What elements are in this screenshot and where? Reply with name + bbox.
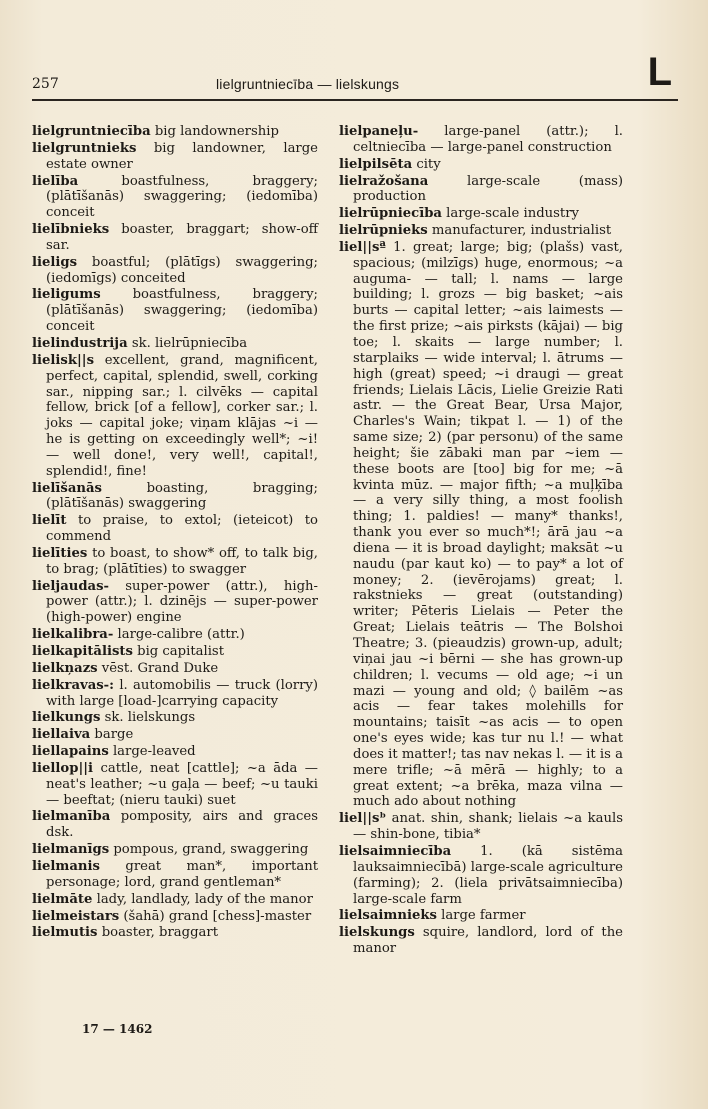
entry-headword: lielražošana xyxy=(339,173,429,189)
entry-definition: boastfulness, braggery; (plātīšanās) swaggering; (iedomība) conceit xyxy=(46,173,318,221)
dictionary-entry xyxy=(32,727,318,743)
dictionary-entry xyxy=(32,336,318,352)
entry-definition: to boast, to show* off, to talk big, to brag; (plātīties) to swagger xyxy=(46,545,318,577)
dictionary-entry xyxy=(339,844,623,907)
dictionary-entry xyxy=(339,206,623,222)
entry-definition: boaster, braggart; show-off sar. xyxy=(46,222,318,253)
dictionary-entry xyxy=(339,925,623,957)
running-head: lielgruntniecība — lielskungs xyxy=(216,76,400,92)
entry-headword: lielrūpniecība xyxy=(339,206,442,222)
entry-definition: boasting, bragging; (plātīšanās) swaggering xyxy=(46,480,318,512)
left-column xyxy=(32,124,318,942)
dictionary-entry xyxy=(32,141,318,173)
dictionary-entry xyxy=(32,925,318,941)
entry-headword: lielkņazs xyxy=(32,660,98,676)
entry-headword: lielgruntnieks xyxy=(32,140,137,156)
dictionary-entry xyxy=(32,353,318,480)
entry-definition: lady, landlady, lady of the manor xyxy=(92,891,313,907)
entry-headword: lielkapitālists xyxy=(32,644,133,659)
entry-headword: lielisk||s xyxy=(32,352,95,368)
entry-definition: large-scale industry xyxy=(441,206,579,222)
entry-definition: excellent, grand, magnificent, perfect, capital, splendid, swell, corking sar., nipping sar.; l. cilvēks — capital fellow, brick [of a fellow], corker sar.; l. joks — capital joke; viņam klājas ~i — he is getting on exceedingly well*; ~i! — well done!, very well!, capital!, splendid!, fine! xyxy=(46,352,318,479)
dictionary-entry xyxy=(32,809,318,841)
dictionary-entry xyxy=(339,811,623,843)
entry-headword: lieligums xyxy=(32,287,101,303)
entry-definition: 1. great; large; big; (plašs) vast, spacious; (milzīgs) huge, enormous; ~a auguma- — tall; l. nams — large building; l. grozs — big basket; ~ais burts — capital letter; ~ais laimests — the first prize; ~ais pirksts (kājai) — big toe; l. skaits — large number; l. starplaiks — wide interval; l. ātrums — high (great) speed; ~i draugi — great friends; Lielais Lācis, Lielie Greizie Rati astr. — the Great Bear, Ursa Major, Charles's Wain; tikpat l. — 1) of the same size; 2) (par personu) of the same height; šie zābaki man par ~iem — these boots are [too] big for me; ~ā kvinta mūz. — major fifth; ~a muļķība — a very silly thing, a most foolish thing; 1. paldies! — many* thanks!, thank you ever so much*!; ārā jau ~a diena — it is broad daylight; maksāt ~u naudu (par kaut ko) — to pay* a lot of money; 2. (ievērojams) great; l. rakstnieks — great (outstanding) writer; Pēteris Lielais — Peter the Great; Lielais teātris — The Bolshoi Theatre; 3. (pieaudzis) grown-up, adult; viņai jau ~i bērni — she has grown-up children; l. vecums — old age; ~i un mazi — young and old; ◊ bailēm ~as acis — fear takes molehills for mountains; taisīt ~as acis — to open one's eyes wide; kas tur nu l.! — what does it matter!; tas nav nekas l. — it is a mere trifle; ~ā mērā — highly; to a great extent; ~a brēka, maza vilna — much ado about nothing xyxy=(353,239,623,810)
entry-definition: large-leaved xyxy=(108,744,196,760)
entry-definition: big landowner, large estate owner xyxy=(46,140,318,172)
dictionary-entry xyxy=(32,909,318,925)
dictionary-entry xyxy=(339,157,623,173)
entry-headword: lielmāte xyxy=(32,891,93,907)
entry-definition: cattle, neat [cattle]; ~a āda — neat's leather; ~u gaļa — beef; ~u tauki — beeftat; (nieru tauki) suet xyxy=(46,760,318,808)
dictionary-entry xyxy=(32,255,318,287)
entry-headword: lielindustrija xyxy=(32,335,128,351)
entry-headword: lielgruntniecība xyxy=(32,124,151,139)
entry-headword: lielpilsēta xyxy=(339,156,413,172)
entry-definition: squire, landlord, lord of the manor xyxy=(353,925,623,957)
entry-headword: lielīšanās xyxy=(32,480,102,496)
entry-definition: sk. lielskungs xyxy=(100,710,196,726)
entry-headword: lielpaneļu- xyxy=(339,124,419,139)
entry-headword: liellapains xyxy=(32,744,109,760)
dictionary-entry xyxy=(32,222,318,254)
entry-definition: large-calibre (attr.) xyxy=(113,627,245,643)
entry-definition: large farmer xyxy=(436,908,526,924)
entry-headword: liellop||i xyxy=(32,760,94,776)
entry-headword: lielmanis xyxy=(32,858,100,874)
entry-definition: pompous, grand, swaggering xyxy=(109,842,309,858)
entry-headword: liel||sᵇ xyxy=(339,811,387,827)
dictionary-entry xyxy=(32,481,318,513)
entry-headword: lielmanīgs xyxy=(32,842,110,858)
dictionary-entry xyxy=(339,223,623,239)
entry-headword: lielība xyxy=(32,173,79,189)
dictionary-entry xyxy=(339,124,623,156)
entry-definition: big landownership xyxy=(150,124,279,139)
entry-definition: pomposity, airs and graces dsk. xyxy=(46,809,318,841)
dictionary-entry xyxy=(32,710,318,726)
entry-definition: boastfulness, braggery; (plātīšanās) swaggering; (iedomība) conceit xyxy=(46,287,318,335)
entry-headword: lielkungs xyxy=(32,710,101,726)
dictionary-entry xyxy=(32,761,318,809)
dictionary-entry xyxy=(32,579,318,627)
dictionary-entry xyxy=(32,678,318,710)
entry-definition: barge xyxy=(90,727,134,743)
page-header xyxy=(32,50,678,96)
page-number: 257 xyxy=(32,76,59,92)
entry-headword: lielmanība xyxy=(32,809,111,825)
entry-headword: lielkravas-: xyxy=(32,677,115,693)
entry-headword: lieljaudas- xyxy=(32,578,109,594)
entry-definition: big capitalist xyxy=(132,644,224,659)
entry-definition: large-scale (mass) production xyxy=(353,173,623,205)
entry-headword: lieligs xyxy=(32,254,78,270)
entry-definition: (šahā) grand [chess]-master xyxy=(119,908,312,924)
section-letter: L xyxy=(647,50,672,94)
entry-definition: anat. shin, shank; lielais ~a kauls — shin-bone, tibia* xyxy=(353,811,623,843)
dictionary-entry xyxy=(32,124,318,140)
entry-definition: city xyxy=(412,156,441,172)
dictionary-entry xyxy=(339,908,623,924)
entry-headword: lielsaimnieks xyxy=(339,908,437,924)
header-rule xyxy=(32,99,678,101)
entry-definition: boastful; (plātīgs) swaggering; (iedomīgs) conceited xyxy=(46,254,318,286)
dictionary-entry xyxy=(32,513,318,545)
entry-definition: manufacturer, industrialist xyxy=(427,223,612,239)
right-column xyxy=(339,124,623,958)
entry-definition: boaster, braggart xyxy=(97,925,219,941)
entry-definition: super-power (attr.), high-power (attr.); l. dzinējs — super-power (high-power) engine xyxy=(46,578,318,626)
dictionary-entry xyxy=(339,174,623,206)
entry-definition: 1. (kā sistēma lauksaimniecībā) large-scale agriculture (farming); 2. (liela privātsaimniecība) large-scale farm xyxy=(353,843,623,907)
entry-headword: lielrūpnieks xyxy=(339,223,428,239)
entry-definition: to praise, to extol; (ieteicot) to commend xyxy=(46,513,318,545)
entry-headword: liellaiva xyxy=(32,727,91,743)
entry-headword: lielskungs xyxy=(339,925,415,941)
entry-headword: lielīt xyxy=(32,513,67,529)
dictionary-entry xyxy=(32,744,318,760)
entry-definition: l. automobilis — truck (lorry) with large [load-]carrying capacity xyxy=(46,677,318,709)
dictionary-entry xyxy=(32,644,318,660)
dictionary-entry xyxy=(32,174,318,222)
dictionary-entry xyxy=(32,287,318,335)
dictionary-entry xyxy=(32,892,318,908)
entry-headword: liel||sª xyxy=(339,239,386,255)
dictionary-entry xyxy=(32,842,318,858)
entry-headword: lielsaimniecība xyxy=(339,843,452,859)
entry-headword: lielībnieks xyxy=(32,222,110,238)
entry-headword: lielīties xyxy=(32,545,88,561)
entry-definition: sk. lielrūpniecība xyxy=(127,335,248,351)
entry-definition: vēst. Grand Duke xyxy=(97,660,219,676)
entry-headword: lielmutis xyxy=(32,925,98,941)
dictionary-entry xyxy=(32,627,318,643)
entry-headword: lielkalibra- xyxy=(32,627,114,643)
dictionary-entry xyxy=(32,546,318,578)
printer-signature: 17 — 1462 xyxy=(82,1022,153,1036)
entry-definition: great man*, important personage; lord, grand gentleman* xyxy=(46,858,318,890)
entry-headword: lielmeistars xyxy=(32,908,120,924)
entry-definition: large-panel (attr.); l. celtniecība — large-panel construction xyxy=(353,124,623,155)
dictionary-entry xyxy=(339,240,623,810)
dictionary-entry xyxy=(32,859,318,891)
dictionary-entry xyxy=(32,661,318,677)
